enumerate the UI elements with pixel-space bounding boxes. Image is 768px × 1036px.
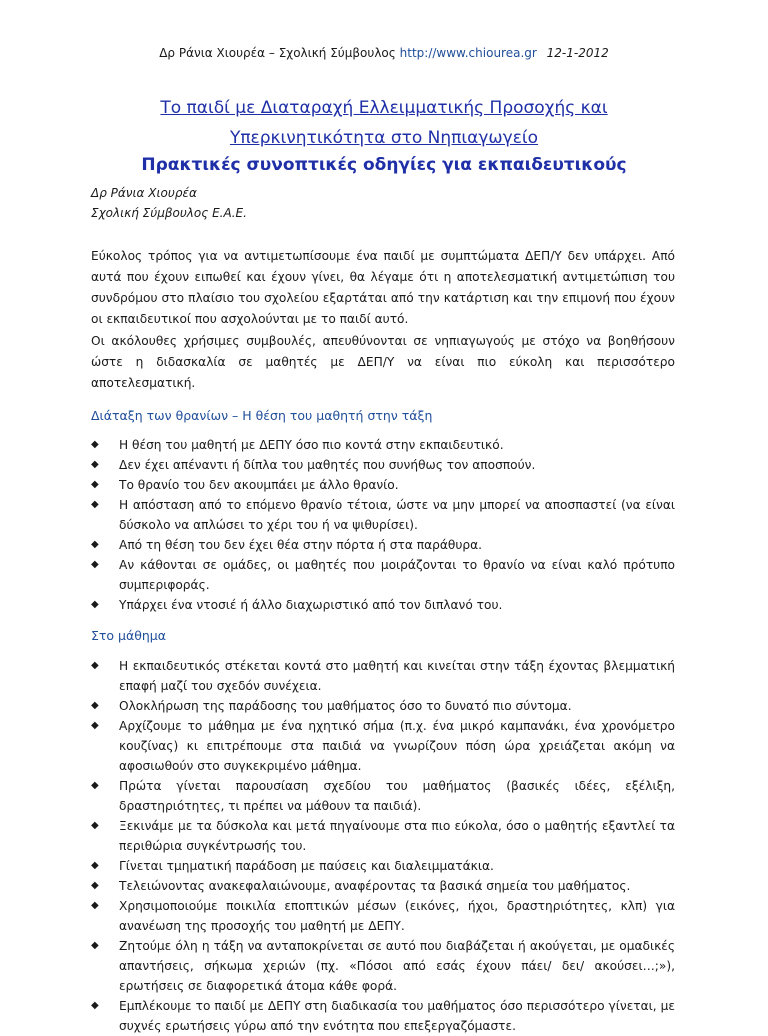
diamond-bullet-icon: ◆ <box>91 439 99 450</box>
page-title-line2: Υπερκινητικότητα στο Νηπιαγωγείο <box>229 128 539 148</box>
diamond-bullet-icon: ◆ <box>91 860 99 871</box>
diamond-bullet-icon: ◆ <box>91 720 99 731</box>
list-item-text: Το θρανίο του δεν ακουμπάει με άλλο θρανίο. <box>119 478 399 492</box>
list-item-text: Γίνεται τμηματική παράδοση με παύσεις και διαλειμματάκια. <box>119 859 494 873</box>
diamond-bullet-icon: ◆ <box>91 539 99 550</box>
list-item-text: Ολοκλήρωση της παράδοσης του μαθήματος όσο το δυνατό πιο σύντομα. <box>119 699 572 713</box>
list-item-text: Ξεκινάμε με τα δύσκολα και μετά πηγαίνουμε στα πιο εύκολα, όσο ο μαθητής εξαντλεί τα περιθώρια συγκέντρωσής του. <box>119 819 675 853</box>
list-item-text: Αρχίζουμε το μάθημα με ένα ηχητικό σήμα (π.χ. ένα μικρό καμπανάκι, ένα χρονόμετρο κουζίνας) κι επιτρέπουμε στα παιδιά να γνωρίζουν πόση ώρα χρειάζεται ακόμη να αφοσιωθούν στο συγκεκριμένο μάθημα. <box>119 719 675 773</box>
diamond-bullet-icon: ◆ <box>91 940 99 951</box>
list-item <box>91 776 675 816</box>
list-item-text: Η θέση του μαθητή με ΔΕΠΥ όσο πιο κοντά στην εκπαιδευτικό. <box>119 438 504 452</box>
intro-paragraph-1: Εύκολος τρόπος για να αντιμετωπίσουμε ένα παιδί με συμπτώματα ΔΕΠ/Υ δεν υπάρχει. Από αυτά που έχουν ειπωθεί και έχουν γίνει, θα λέγαμε ότι η αποτελεσματική αντιμετώπιση του συνδρόμου στο πλαίσιο του σχολείου εξαρτάται από την κατάρτιση και την επιμονή που έχουν οι εκπαιδευτικοί που ασχολούνται με το παιδί αυτό. <box>91 249 675 326</box>
list-item <box>91 856 675 876</box>
diamond-bullet-icon: ◆ <box>91 880 99 891</box>
diamond-bullet-icon: ◆ <box>91 660 99 671</box>
page-title-line1: Το παιδί με Διαταραχή Ελλειμματικής Προσοχής και <box>160 98 608 118</box>
diamond-bullet-icon: ◆ <box>91 559 99 570</box>
list-item-text: Αν κάθονται σε ομάδες, οι μαθητές που μοιράζονται το θρανίο να είναι καλό πρότυπο συμπεριφοράς. <box>119 558 675 592</box>
list-item <box>91 896 675 936</box>
list-item-text: Από τη θέση του δεν έχει θέα στην πόρτα ή στα παράθυρα. <box>119 538 483 552</box>
header-date: 12-1-2012 <box>546 46 609 60</box>
lesson-tips-list <box>91 656 675 1036</box>
list-item <box>91 595 675 615</box>
diamond-bullet-icon: ◆ <box>91 900 99 911</box>
list-item-text: Η εκπαιδευτικός στέκεται κοντά στο μαθητή και κινείται στην τάξη έχοντας βλεμματική επαφή μαζί του σχεδόν συνέχεια. <box>119 659 675 693</box>
author-role: Σχολική Σύμβουλος Ε.Α.Ε. <box>91 206 247 220</box>
section-heading-desks: Διάταξη των θρανίων – Η θέση του μαθητή στην τάξη <box>91 408 433 423</box>
list-item <box>91 475 675 495</box>
diamond-bullet-icon: ◆ <box>91 700 99 711</box>
diamond-bullet-icon: ◆ <box>91 780 99 791</box>
list-item <box>91 696 675 716</box>
list-item-text: Εμπλέκουμε το παιδί με ΔΕΠΥ στη διαδικασία του μαθήματος όσο περισσότερο γίνεται, με συχνές ερωτήσεις γύρω από την ενότητα που επεξεργαζόμαστε. <box>119 999 675 1033</box>
list-item <box>91 555 675 595</box>
list-item <box>91 936 675 996</box>
list-item <box>91 535 675 555</box>
list-item <box>91 455 675 475</box>
list-item <box>91 876 675 896</box>
diamond-bullet-icon: ◆ <box>91 1000 99 1011</box>
header-author: Δρ Ράνια Χιουρέα – Σχολική Σύμβουλος <box>159 46 396 60</box>
list-item-text: Δεν έχει απέναντι ή δίπλα του μαθητές που συνήθως τον αποσπούν. <box>119 458 536 472</box>
intro-paragraph-2: Οι ακόλουθες χρήσιμες συμβουλές, απευθύνονται σε νηπιαγωγούς με στόχο να βοηθήσουν ώστε η διδασκαλία σε μαθητές με ΔΕΠ/Υ να είναι πιο εύκολη και περισσότερο αποτελεσματική. <box>91 334 675 390</box>
list-item-text: Τελειώνοντας ανακεφαλαιώνουμε, αναφέροντας τα βασικά σημεία του μαθήματος. <box>119 879 631 893</box>
diamond-bullet-icon: ◆ <box>91 479 99 490</box>
list-item-text: Υπάρχει ένα ντοσιέ ή άλλο διαχωριστικό από τον διπλανό του. <box>119 598 503 612</box>
diamond-bullet-icon: ◆ <box>91 459 99 470</box>
list-item <box>91 996 675 1036</box>
section-heading-lesson: Στο μάθημα <box>91 628 166 643</box>
list-item-text: Χρησιμοποιούμε ποικιλία εποπτικών μέσων (εικόνες, ήχοι, δραστηριότητες, κλπ) για ανανέωση της προσοχής του μαθητή με ΔΕΠΥ. <box>119 899 675 933</box>
list-item <box>91 716 675 776</box>
list-item <box>91 435 675 455</box>
author-name: Δρ Ράνια Χιουρέα <box>91 186 197 200</box>
desk-arrangement-list <box>91 435 675 615</box>
diamond-bullet-icon: ◆ <box>91 820 99 831</box>
list-item-text: Η απόσταση από το επόμενο θρανίο τέτοια, ώστε να μην μπορεί να αποσπαστεί (να είναι δύσκολο να απλώσει το χέρι του ή να ψιθυρίσει). <box>119 498 675 532</box>
header-line <box>0 46 768 60</box>
list-item <box>91 656 675 696</box>
page-subtitle: Πρακτικές συνοπτικές οδηγίες για εκπαιδευτικούς <box>141 155 627 175</box>
list-item-text: Ζητούμε όλη η τάξη να ανταποκρίνεται σε αυτό που διαβάζεται ή ακούγεται, με ομαδικές απαντήσεις, σήκωμα χεριών (πχ. «Πόσοι από εσάς έχουν πάει/ δει/ ακούσει…;»), ερωτήσεις σε διαφορετικά άτομα κάθε φορά. <box>119 939 675 993</box>
diamond-bullet-icon: ◆ <box>91 499 99 510</box>
list-item-text: Πρώτα γίνεται παρουσίαση σχεδίου του μαθήματος (βασικές ιδέες, εξέλιξη, δραστηριότητες, τι πρέπει να μάθουν τα παιδιά). <box>119 779 675 813</box>
list-item <box>91 816 675 856</box>
header-url-link[interactable]: http://www.chiourea.gr <box>399 46 537 60</box>
list-item <box>91 495 675 535</box>
diamond-bullet-icon: ◆ <box>91 599 99 610</box>
